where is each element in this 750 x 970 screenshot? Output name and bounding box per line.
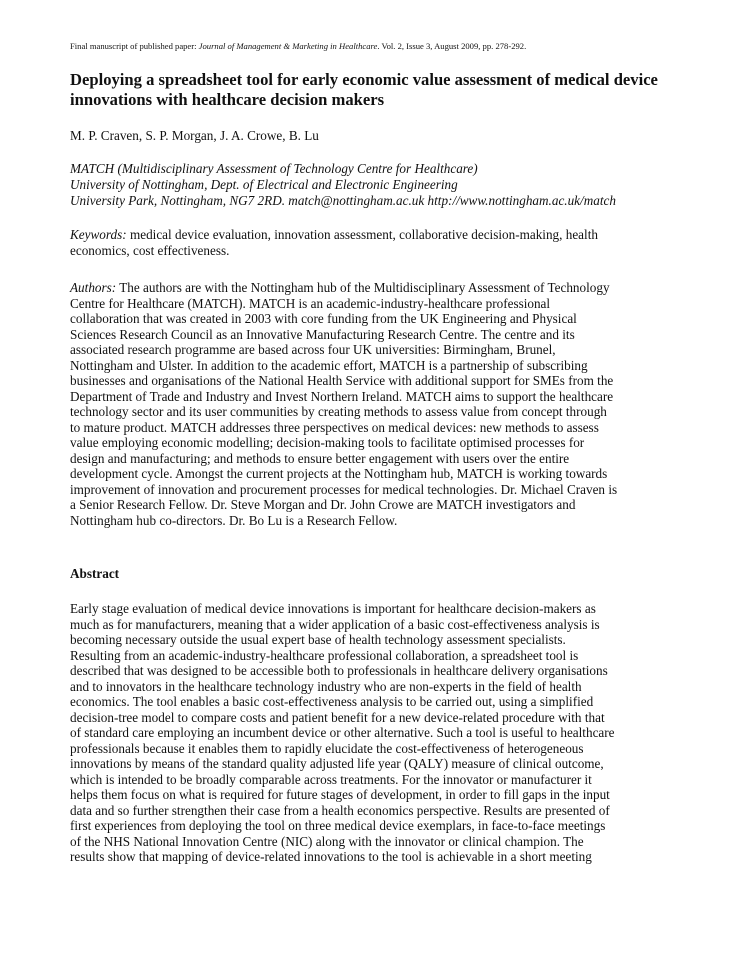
authors-note-line: collaboration that was created in 2003 with core funding from the UK Engineering and Physical [70,311,577,326]
authors-note-line: Nottingham and Ulster. In addition to the academic effort, MATCH is a partnership of subscribing [70,357,588,373]
affiliation [70,161,616,209]
abstract-line: decision-tree model to compare costs and patient benefit for a new device-related procedure with that [70,709,605,725]
keywords-line: economics, cost effectiveness. [70,242,230,258]
abstract-line: of the NHS National Innovation Centre (NIC) along with the innovator or clinical champion. The [70,833,584,849]
affiliation-line: University of Nottingham, Dept. of Electrical and Electronic Engineering [70,177,458,192]
authors-note-line: improvement of innovation and procurement processes for medical technologies. Dr. Michael Craven is [70,481,618,497]
authors-note-line: development cycle. Amongst the current projects at the Nottingham hub, MATCH is working towards [70,466,608,481]
authors-note-line: businesses and organisations of the National Health Service with additional support for SMEs from the [70,373,614,388]
keywords-label: Keywords: [70,227,127,242]
authors-note-line: Sciences Research Council as an Innovative Manufacturing Research Centre. The centre and its [70,326,575,342]
abstract-line: much as for manufacturers, meaning that a wider application of a basic cost-effectiveness analysis is [70,616,600,632]
abstract-line: economics. The tool enables a basic cost-effectiveness analysis to be carried out, using a simplified [70,694,594,709]
abstract-line: data and so further strengthen their case from a health economics perspective. Results are presented of [70,802,610,818]
abstract-line: Resulting from an academic-industry-healthcare professional collaboration, a spreadsheet tool is [70,647,579,663]
abstract-paragraph [70,601,684,865]
authors-note-line: value employing economic modelling; decision-making tools to facilitate optimised processes for [70,435,585,450]
abstract-line: of standard care employing an incumbent device or other alternative. Such a tool is useful to healthcare [70,725,615,740]
publication-note-prefix: Final manuscript of published paper: [70,41,199,51]
authors-note-line: Nottingham hub co-directors. Dr. Bo Lu is a Research Fellow. [70,512,398,528]
publication-note [70,41,526,52]
abstract-heading: Abstract [70,566,120,581]
abstract-line: described that was designed to be accessible both to professionals in healthcare delivery organisations [70,663,608,678]
authors-note-text: The authors are with the Nottingham hub of the Multidisciplinary Assessment of Technology [116,280,610,295]
authors-note-label: Authors: [70,280,117,295]
abstract-line: and to innovators in the healthcare technology industry who are non-experts in the field of health [70,678,582,694]
keywords-text: medical device evaluation, innovation assessment, collaborative decision-making, health [126,227,598,242]
authors-note-line: to mature product. MATCH addresses three perspectives on medical devices: new methods to assess [70,419,599,435]
abstract-line: becoming necessary outside the usual expert base of health technology assessment specialists. [70,632,566,647]
authors-note-line: technology sector and its user communities by creating methods to assess value from concept through [70,404,607,419]
abstract-line: professionals because it enables them to rapidly elucidate the cost-effectiveness of heterogeneous [70,740,584,756]
affiliation-line: MATCH (Multidisciplinary Assessment of Technology Centre for Healthcare) [70,161,478,176]
authors-note-line: associated research programme are based across four UK universities: Birmingham, Brunel, [70,342,556,357]
authors-note-paragraph [70,280,684,528]
journal-name: Journal of Management & Marketing in Healthcare [198,41,378,51]
authors-note-line: Centre for Healthcare (MATCH). MATCH is an academic-industry-healthcare professional [70,295,551,311]
affiliation-line: University Park, Nottingham, NG7 2RD. match@nottingham.ac.uk http://www.nottingham.ac.uk/match [70,193,616,208]
abstract-line: Early stage evaluation of medical device innovations is important for healthcare decision-makers as [70,601,596,616]
abstract-line: which is intended to be broadly comparable across treatments. For the innovator or manufacturer it [70,771,592,787]
keywords-line [70,227,684,243]
paper-title: Deploying a spreadsheet tool for early economic value assessment of medical device innovations with healthcare decision makers [70,70,658,109]
abstract-line: first experiences from deploying the tool on three medical device exemplars, in face-to-face meetings [70,818,606,833]
author-list: M. P. Craven, S. P. Morgan, J. A. Crowe, B. Lu [70,128,319,143]
authors-note-line [70,280,684,296]
keywords-paragraph [70,227,684,258]
abstract-line: helps them focus on what is required for future stages of development, in order to fill gaps in the input [70,787,610,802]
authors-note-line: a Senior Research Fellow. Dr. Steve Morgan and Dr. John Crowe are MATCH investigators and [70,497,576,512]
authors-note-line: Department of Trade and Industry and Invest Northern Ireland. MATCH aims to support the healthcare [70,388,614,404]
abstract-line: innovations by means of the standard quality adjusted life year (QALY) measure of clinical outcome, [70,756,604,771]
abstract-line: results show that mapping of device-related innovations to the tool is achievable in a short meeting [70,849,592,864]
authors-note-line: design and manufacturing; and methods to ensure better engagement with users over the entire [70,450,570,466]
publication-note-suffix: . Vol. 2, Issue 3, August 2009, pp. 278-292. [377,41,527,51]
